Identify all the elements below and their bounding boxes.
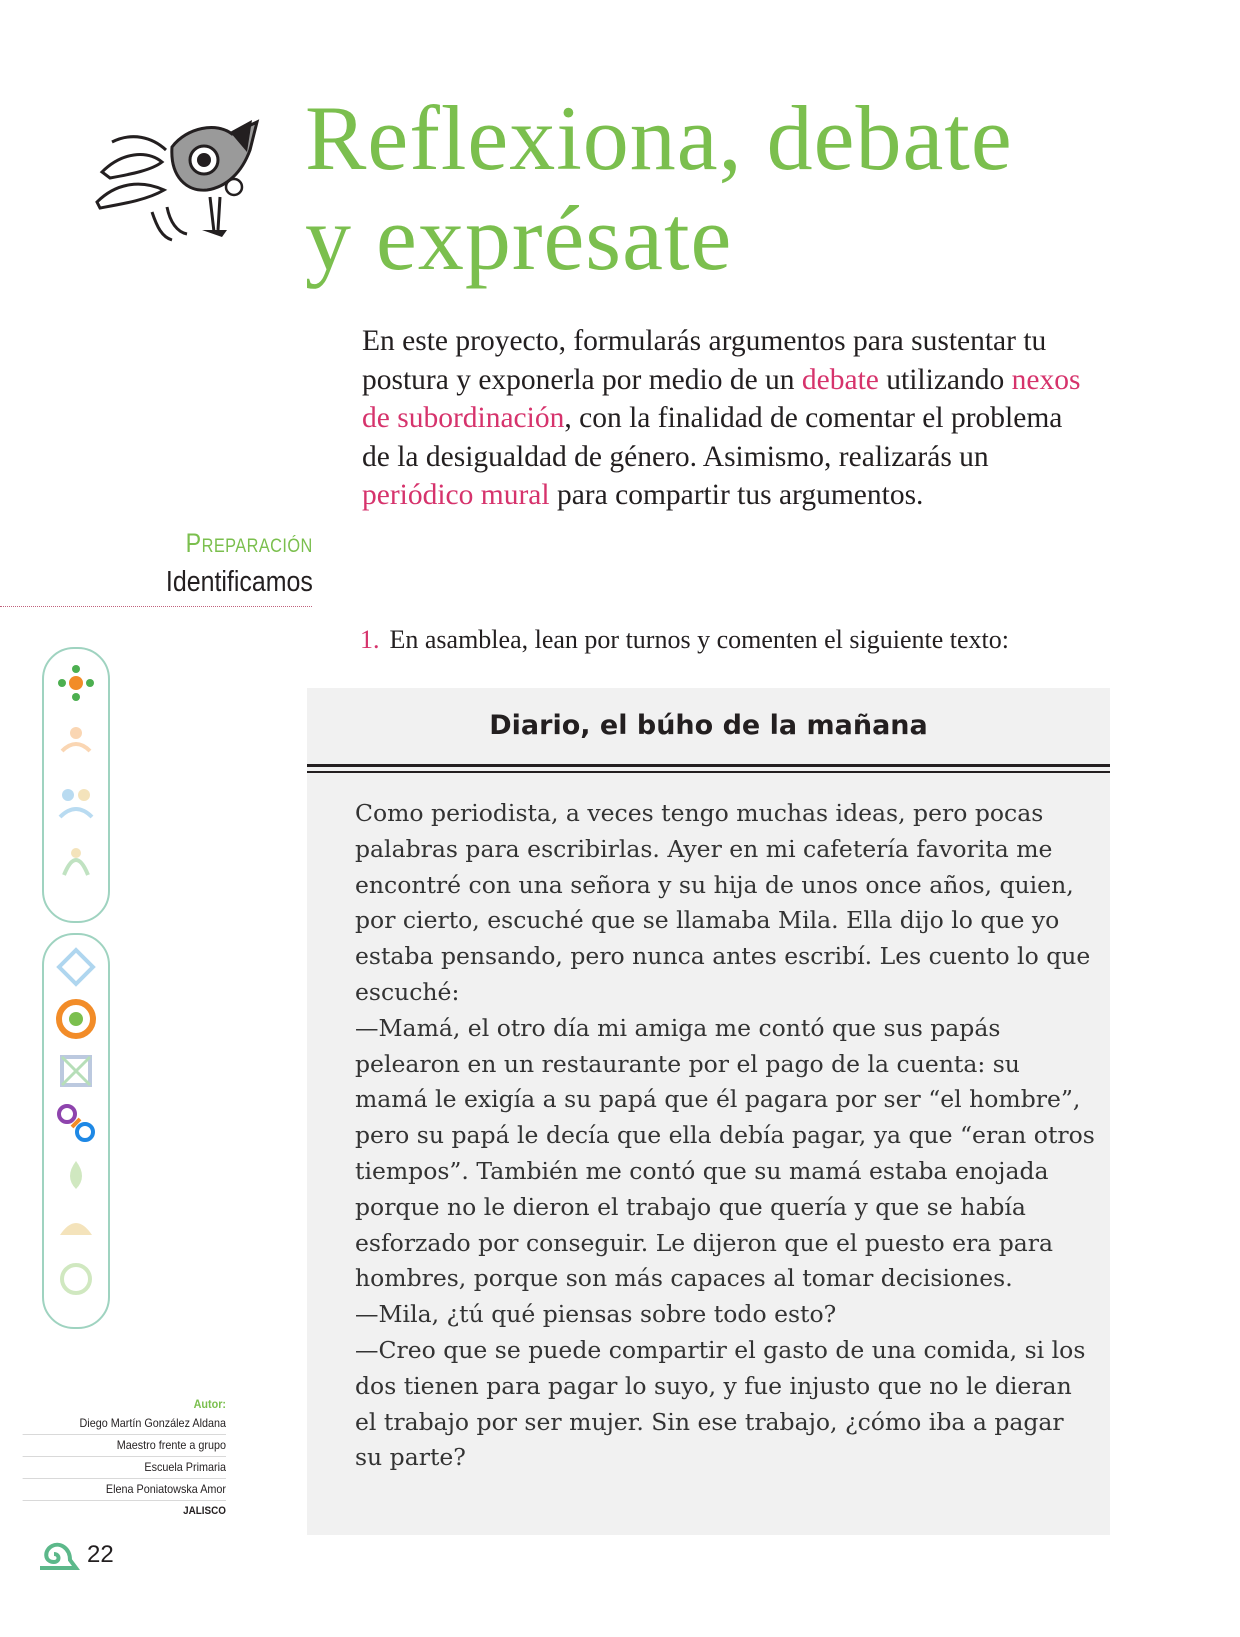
reading-text [355,796,1095,1476]
project-icons-tab-lower [42,933,110,1329]
intro-paragraph: En este proyecto, formularás argumentos para sustentar tu postura y exponerla por medio de un debate utilizando nexos de subordinación, con la finalidad de comentar el problema de la desigualdad de género. Asimismo, realizarás un periódico mural para compartir tus argumentos. [362,325,1081,511]
glyph-emblem-icon [92,112,267,247]
instruction-text: En asamblea, lean por turnos y comenten el siguiente texto: [389,625,1009,654]
reading-paragraph: Como periodista, a veces tengo muchas ideas, pero pocas palabras para escribirlas. Ayer en mi cafetería favorita me encontré con una señora y su hija de unos once años, quien, por cierto, escuché que se llamaba Mila. Ella dijo lo que yo estaba pensando, pero nunca antes escribí. Les cuento lo que escuché: [355,799,1091,1006]
page-number: 22 [87,1541,114,1568]
author-role: Maestro frente a grupo [23,1435,226,1457]
leaf-icon [54,841,98,885]
section-sublabel: Identificamos [166,566,313,598]
reading-box [307,688,1110,1535]
flower-icon [54,661,98,705]
reading-paragraph: —Mamá, el otro día mi amiga me contó que sus papás pelearon en un restaurante por el pago de la cuenta: su mamá le exigía a su papá que él pagara por ser “el hombre”, pero su papá le decía que ella debía pagar, ya que “eran otros tiempos”. También me contó que su mamá estaba enojada porque no le dieron el trabajo que quería y que se había esforzado por conseguir. Le dijeron que el puesto era para hombres, porque son más capaces al tomar decisiones. [355,1013,1095,1293]
people-icon [54,781,98,825]
instruction-number: 1. [360,625,380,654]
keyword-debate: debate [801,363,879,396]
project-icons-tab-upper [42,647,110,923]
title-rule-thick [307,764,1110,767]
circle-icon [54,1257,98,1301]
author-name: Diego Martín González Aldana [23,1413,226,1435]
snail-icon [36,1540,80,1572]
square-icon [54,1049,98,1093]
author-state: JALISCO [183,1505,226,1517]
reading-title: Diario, el búho de la mañana [489,710,928,741]
instruction [360,625,1009,655]
reading-paragraph: —Creo que se puede compartir el gasto de una comida, si los dos tienen para pagar lo suyo, y fue injusto que no le dieran el trabajo por ser mujer. Sin ese trabajo, ¿cómo iba a pagar su parte? [355,1335,1086,1472]
title-rule-thin [307,771,1110,773]
keyword-periodico-mural: periódico mural [362,479,550,511]
section-label: Preparación [185,528,313,558]
figure-icon [54,721,98,765]
spiral-icon [54,997,98,1041]
page-title: Reflexiona, debate y exprésate [305,87,1013,289]
author-credits [0,1395,226,1522]
author-label: Autor: [193,1397,226,1411]
section-divider [0,606,312,607]
author-school-type: Escuela Primaria [23,1457,226,1479]
rings-icon [54,1101,98,1145]
shell-icon [54,1205,98,1249]
reading-paragraph: —Mila, ¿tú qué piensas sobre todo esto? [355,1300,837,1329]
diamond-icon [54,945,98,989]
lotus-icon [54,1153,98,1197]
author-school-name: Elena Poniatowska Amor [23,1479,226,1501]
keyword-nexos: nexos de subordinación [362,363,1081,434]
